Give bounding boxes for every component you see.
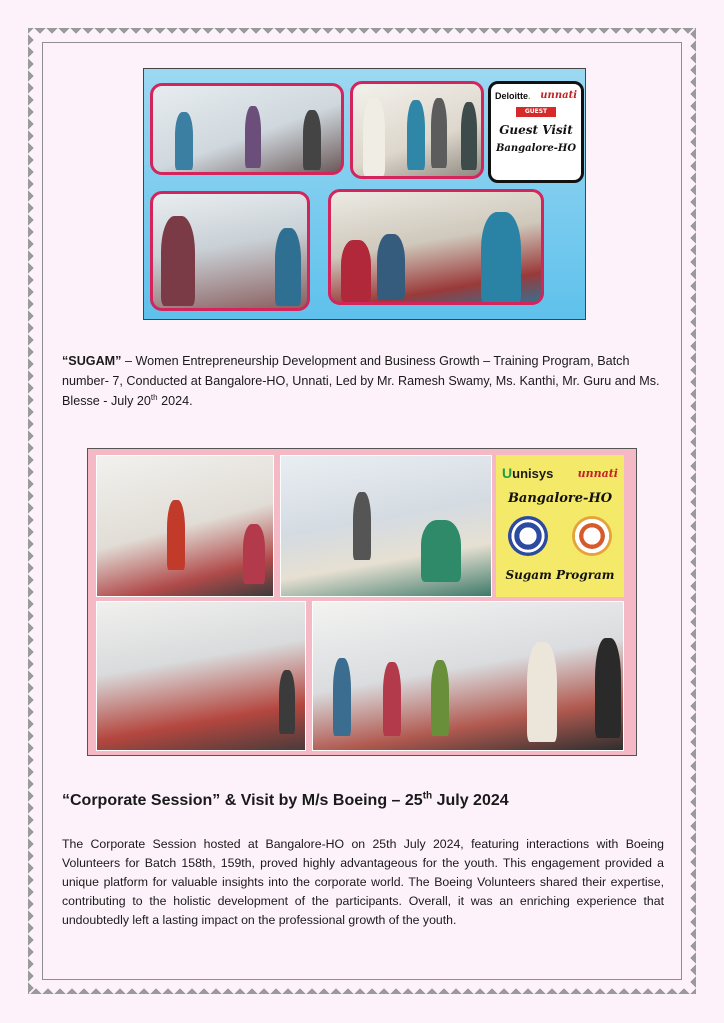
sugam-program-collage: [87, 448, 637, 756]
card-program-name: Sugam Program: [505, 568, 615, 582]
sugam-caption-text: – Women Entrepreneurship Development and Business Growth – Training Program, Batch number- 7, Conducted at Bangalore-HO, Unnati, Led by Mr. Ramesh Swamy, Ms. Kanthi, Mr. Guru and Ms. Blesse - July 20: [62, 354, 660, 408]
unisys-u-icon: U: [502, 465, 513, 481]
unisys-sugam-card: [496, 455, 624, 597]
unnati-logo: unnati: [577, 466, 618, 480]
guest-visit-collage: [143, 68, 586, 320]
heading-tail: July 2024: [432, 792, 509, 809]
government-seal-icon: [508, 516, 548, 556]
photo-guests-standing: [350, 81, 484, 179]
photo-participants-seated: [328, 189, 544, 305]
guest-visit-title: Guest Visit: [499, 123, 573, 137]
sugam-caption-tail: 2024.: [157, 394, 193, 408]
boeing-session-heading: [62, 792, 509, 810]
boeing-session-paragraph: The Corporate Session hosted at Bangalore-HO on 25th July 2024, featuring interactions with Boeing Volunteers for Batch 158th, 159th, proved highly advantageous for the youth. This engagement provided a unique platform for valuable insights into the corporate world. The Boeing Volunteers shared their expertise, contributing to the holistic development of the participants. Overall, it was an enriching experience that undoubtedly left a lasting impact on the professional growth of the youth.: [62, 837, 664, 927]
photo-audience-wide: [96, 601, 306, 751]
heading-sup: th: [422, 790, 433, 802]
guest-visit-location: Bangalore-HO: [495, 143, 577, 154]
border-left: [28, 28, 40, 994]
border-bottom: [28, 982, 696, 994]
sugam-label: “SUGAM”: [62, 354, 122, 368]
photo-speaker-address: [150, 191, 310, 311]
deloitte-logo: Deloitte .: [495, 91, 531, 101]
photo-participants-group: [312, 601, 624, 751]
program-seal-icon: [572, 516, 612, 556]
photo-classroom-session: [280, 455, 492, 597]
photo-classroom-visit: [150, 83, 344, 175]
sugam-caption: [62, 351, 664, 411]
border-right: [684, 28, 696, 994]
unnati-logo: unnati: [540, 90, 577, 101]
unisys-logo-text: unisys: [512, 466, 554, 481]
guest-visit-card: [488, 81, 584, 183]
heading-main: “Corporate Session” & Visit by M/s Boeing – 25: [62, 792, 423, 809]
unisys-logo: [502, 465, 553, 481]
photo-trainer-presenting: [96, 455, 274, 597]
guest-ribbon: GUEST: [516, 107, 556, 117]
card-location-title: Bangalore-HO: [507, 491, 613, 506]
sugam-caption-sup: th: [150, 392, 158, 402]
border-top: [28, 28, 696, 40]
